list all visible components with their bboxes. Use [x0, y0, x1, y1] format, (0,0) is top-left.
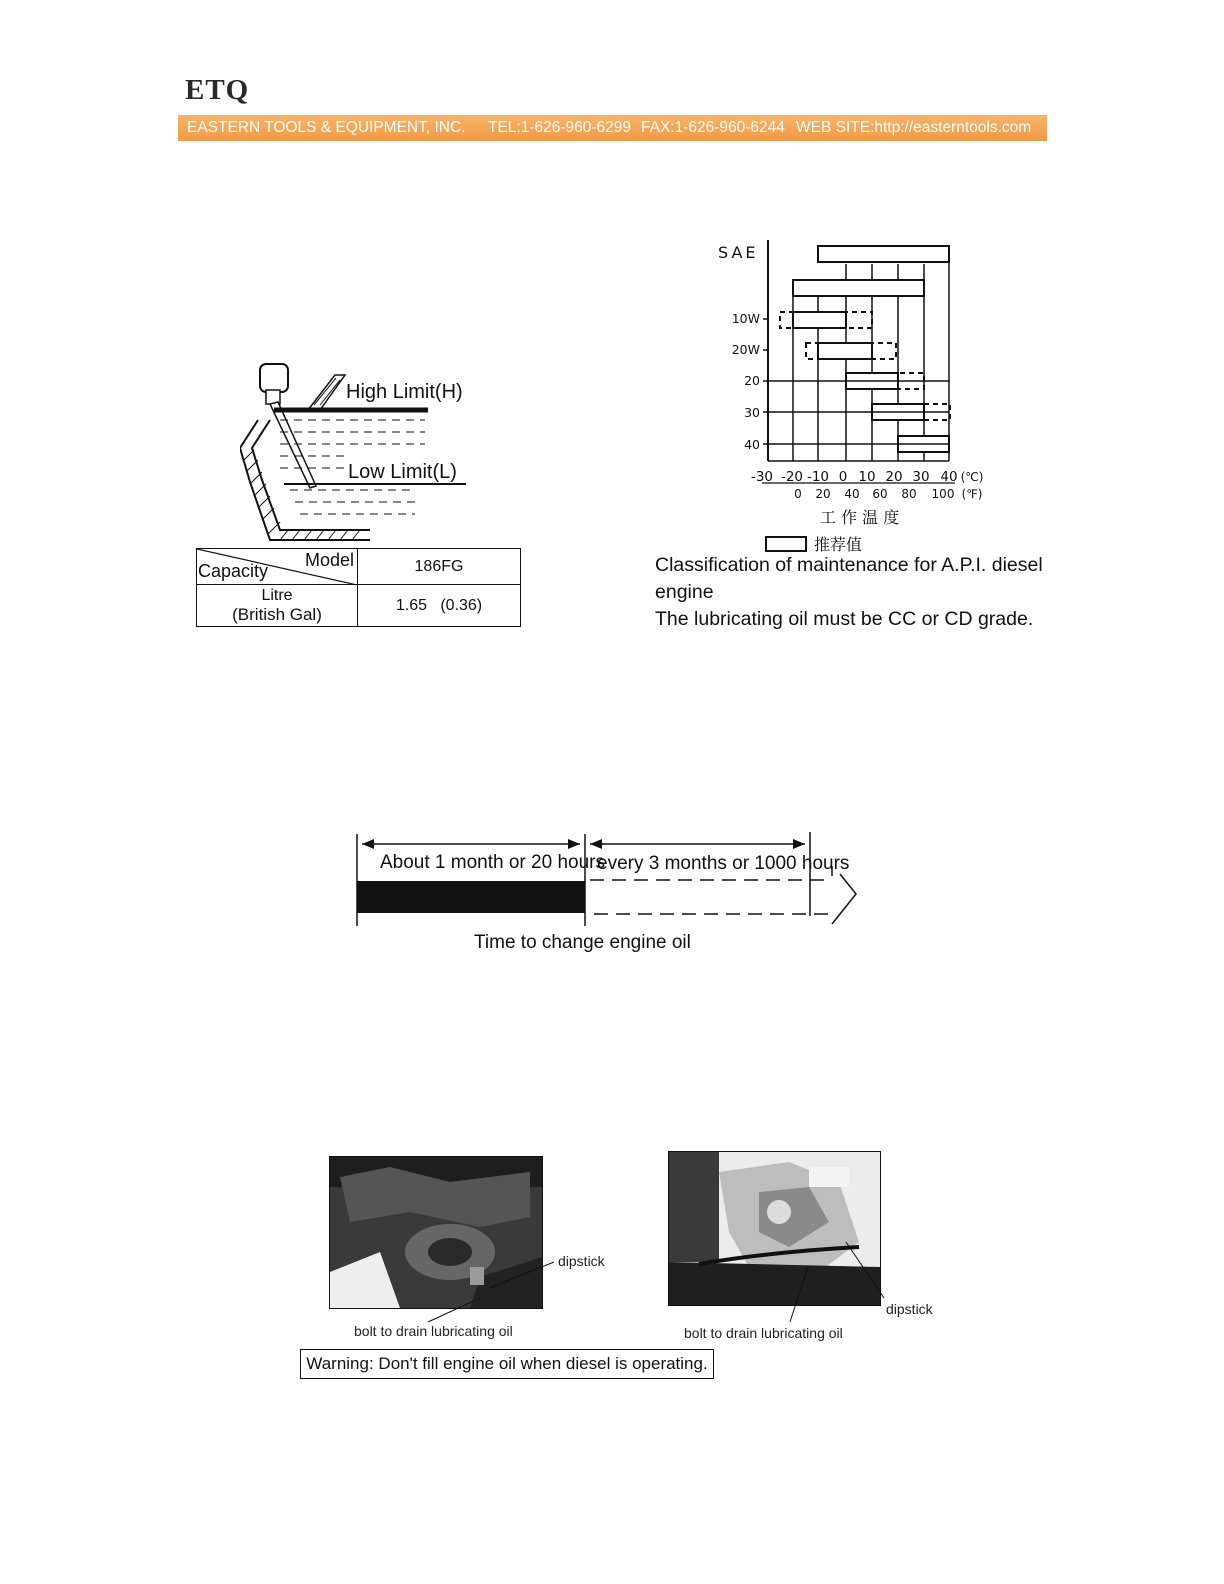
celsius-tick: 20 — [885, 469, 903, 485]
oil-classification-text — [655, 552, 1095, 633]
sae-viscosity-chart — [700, 234, 1000, 554]
second-interval-label: every 3 months or 1000 hours — [597, 853, 850, 874]
unit-british-gal: (British Gal) — [232, 604, 322, 624]
celsius-tick: -20 — [780, 469, 804, 485]
sae-label-30: 30 — [744, 405, 760, 420]
warning-box: Warning: Don't fill engine oil when diesel is operating. — [300, 1349, 714, 1379]
fahrenheit-tick: 100 — [931, 487, 955, 501]
capacity-value: 1.65 (0.36) — [358, 585, 521, 627]
temperature-axis-title: 工 作 温 度 — [820, 508, 900, 527]
sae-label-20w: 20W — [731, 342, 760, 357]
fahrenheit-tick: 0 — [794, 487, 802, 501]
fahrenheit-tick: 40 — [844, 487, 860, 501]
timeline-caption: Time to change engine oil — [474, 932, 691, 953]
sae-label-40: 40 — [744, 437, 760, 452]
celsius-tick: 0 — [838, 469, 848, 485]
unit-litre: Litre — [261, 586, 293, 604]
celsius-unit: (℃) — [960, 470, 984, 484]
right-dipstick-label: dipstick — [886, 1301, 933, 1317]
company-banner — [178, 115, 1047, 141]
legend-label: 推荐值 — [814, 535, 863, 554]
oil-change-timeline — [350, 828, 870, 928]
fahrenheit-unit: (℉) — [961, 487, 983, 501]
company-name: EASTERN TOOLS & EQUIPMENT, INC. — [187, 119, 466, 136]
first-interval-bar — [357, 881, 585, 913]
high-limit-label: High Limit(H) — [346, 381, 463, 403]
right-drain-bolt-label: bolt to drain lubricating oil — [684, 1325, 843, 1341]
classification-line-2: engine — [655, 581, 714, 603]
celsius-tick: -30 — [750, 469, 774, 485]
low-limit-label: Low Limit(L) — [348, 461, 457, 483]
company-website: WEB SITE:http://easterntools.com — [796, 119, 1032, 136]
left-drain-bolt-label: bolt to drain lubricating oil — [354, 1323, 513, 1339]
celsius-tick: 10 — [858, 469, 876, 485]
classification-line-3: The lubricating oil must be CC or CD grade. — [655, 608, 1034, 630]
fahrenheit-tick: 80 — [901, 487, 917, 501]
legend-swatch — [766, 537, 806, 551]
company-tel: TEL:1-626-960-6299 — [488, 119, 632, 136]
celsius-tick: 40 — [940, 469, 958, 485]
sae-axis-title: SAE — [718, 243, 759, 262]
celsius-tick: -10 — [806, 469, 830, 485]
model-value: 186FG — [358, 549, 521, 585]
oil-capacity-table — [196, 548, 521, 627]
model-header: Model — [304, 550, 354, 570]
sae-label-10w: 10W — [731, 311, 760, 326]
first-interval-label: About 1 month or 20 hours — [380, 852, 605, 873]
fahrenheit-tick: 20 — [815, 487, 831, 501]
table-corner-header — [197, 549, 358, 585]
fahrenheit-tick: 60 — [872, 487, 888, 501]
unit-cell — [197, 585, 358, 627]
capacity-header: Capacity — [198, 561, 269, 581]
oil-level-diagram — [240, 360, 500, 545]
company-logo: ETQ — [185, 74, 250, 106]
left-dipstick-label: dipstick — [558, 1253, 605, 1269]
classification-line-1: Classification of maintenance for A.P.I. diesel — [655, 554, 1043, 576]
sae-label-20: 20 — [744, 373, 760, 388]
celsius-tick: 30 — [912, 469, 930, 485]
company-fax: FAX:1-626-960-6244 — [641, 119, 785, 136]
